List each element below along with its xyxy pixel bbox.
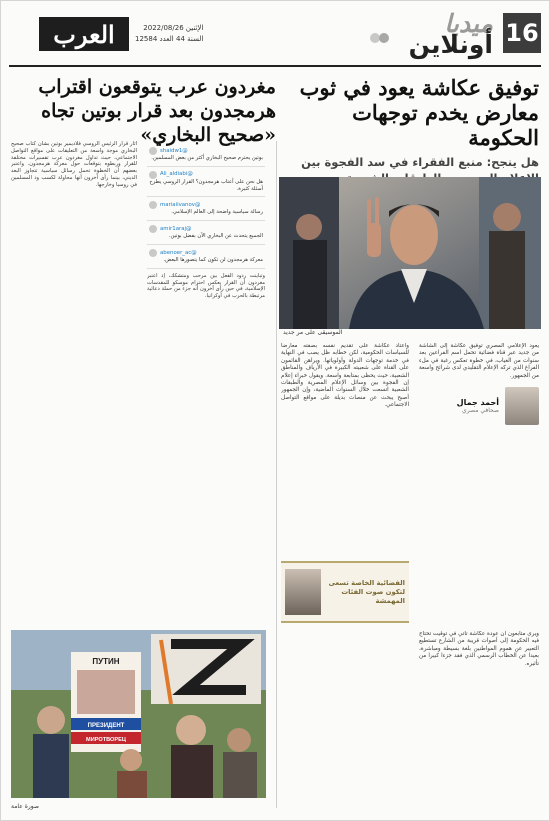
main-story-paragraph: واعتاد عكاشة على تقديم نفسه بصفته معارضا للسياسات الحكومية، لكن خطابه ظل يصب في النهاية في خدمة توجهات الدولة وأولوياتها. ويراهن القائمون على القناة على شعبيته الكبيرة في الأرياف والمناطق الشعبية، حيث يحظى بمتابعة واسعة. ويقول خبراء إعلام إن الفجوة بين وسائل الإعلام المصرية والطبقات الشعبية اتسعت خلال السنوات الماضية، وإن الجمهور أصبح يبحث عن منصات بديلة على مواقع التواصل الاجتماعي. — [281, 343, 409, 409]
issue-number: السنة 44 العدد 12584 — [135, 35, 204, 43]
side-story-column-1 — [11, 141, 137, 615]
tweet-handle[interactable]: @mariaiivanov — [160, 201, 201, 208]
main-headline: توفيق عكاشة يعود في ثوب معارض يخدم توجهات الحكومة — [299, 75, 539, 150]
column-divider — [276, 141, 277, 808]
side-story-header — [11, 75, 276, 147]
logo-text: العرب — [53, 19, 115, 49]
author-photo — [505, 387, 539, 425]
author-text — [457, 398, 499, 414]
side-photo-caption: صورة عامة — [11, 803, 39, 810]
avatar-icon — [149, 249, 157, 257]
sign-text-1: ПУТИН — [92, 657, 120, 666]
main-photo-caption: الموسيقى على مر جديد — [283, 329, 343, 336]
tweet-handle-row — [149, 201, 263, 209]
avatar-icon — [149, 171, 157, 179]
main-story-column-1b — [419, 631, 539, 813]
tweet — [147, 245, 265, 269]
main-story-paragraph: ويرى متابعون أن عودة عكاشة تأتي في توقيت تحتاج فيه الحكومة إلى أصوات قريبة من الشارع تستطيع التعبير عن هموم المواطنين بلغة بسيطة ومباشرة، بعيدا عن الخطاب الرسمي الذي فقد جزءا كبيرا من تأثيره. — [419, 631, 539, 667]
main-story-header — [289, 75, 539, 186]
author-role: صحافي مصري — [462, 407, 499, 414]
tweet — [147, 167, 265, 198]
tweet-text: رسالة سياسية واضحة إلى العالم الإسلامي. — [171, 209, 263, 216]
tweet — [147, 221, 265, 245]
tweet-handle-row — [149, 225, 263, 233]
side-story-paragraph: وتباينت ردود الفعل بين مرحب ومتشكك، إذ اعتبر مغردون أن القرار يعكس احترام موسكو للمقدسات الإسلامية، في حين رأى آخرون أنه جزء من حملة دعائية مرتبطة بالحرب في أوكرانيا. — [147, 272, 265, 300]
pull-quote-photo — [285, 569, 321, 615]
issue-date: الإثنين 2022/08/26 — [143, 24, 204, 32]
author-name: أحمد جمال — [456, 398, 499, 407]
side-story-column-2 — [147, 273, 265, 303]
tweet — [147, 143, 265, 167]
speech-bubble-icon — [369, 31, 391, 45]
tweet-handle-row — [149, 171, 263, 179]
tweet-text: هل نحن على أعتاب هرمجدون؟ القرار الروسي يطرح أسئلة كثيرة. — [149, 178, 263, 192]
tweet-handle[interactable]: @abenoer_ac — [160, 249, 197, 256]
masthead — [9, 9, 541, 67]
main-story-paragraph: يعود الإعلامي المصري توفيق عكاشة إلى الشاشة من جديد عبر قناة فضائية تحمل اسم الفراعين بعد سنوات من الغياب، في خطوة تعكس رغبة في ملء الفراغ الذي تركه الإعلام التقليدي لدى شرائح واسعة من الجمهور. — [419, 343, 539, 379]
sign-text-3: МИРОТВОРЕЦ — [86, 737, 126, 743]
side-headline: مغردون عرب يتوقعون اقتراب هرمجدون بعد قرار بوتين تجاه «صحيح البخاري» — [38, 76, 276, 146]
section-title — [409, 11, 493, 57]
avatar-icon — [149, 147, 157, 155]
issue-info — [135, 23, 203, 45]
author-box — [419, 386, 539, 426]
tweet-handle[interactable]: @shaidw1 — [160, 147, 188, 154]
tweet-handle-row — [149, 249, 263, 257]
sign-text-2: ПРЕЗИДЕНТ — [87, 723, 125, 729]
tweet-handle-row — [149, 147, 263, 155]
tweet-text: الجميع يتحدث عن البخاري الآن بفضل بوتين. — [168, 233, 263, 240]
pull-quote — [281, 561, 409, 623]
page-number: 16 — [503, 13, 541, 53]
tweet — [147, 197, 265, 221]
avatar-icon — [149, 225, 157, 233]
tweet-text: معركة هرمجدون لن تكون كما يتصورها البعض. — [163, 256, 263, 263]
tweets-column — [147, 143, 265, 613]
avatar-icon — [149, 201, 157, 209]
main-photo-image — [279, 177, 541, 329]
main-subheadline: هل ينجح: منبع الفقراء في سد الفجوة بين — [301, 155, 539, 169]
main-story-column-1 — [419, 343, 539, 573]
newspaper-logo — [39, 17, 129, 51]
section-title-line1: ميديا — [444, 9, 493, 38]
tweet-text: بوتين يحترم صحيح البخاري أكثر من بعض المسلمين. — [151, 155, 263, 161]
main-story-photo — [279, 177, 541, 329]
pull-quote-text: الفضائية الخاصة تسعى لتكون صوت الفئات المهمشة — [328, 578, 405, 605]
tweet-handle[interactable]: @amir1araj — [160, 225, 192, 232]
side-story-paragraph: أثار قرار الرئيس الروسي فلاديمير بوتين بشأن كتاب صحيح البخاري موجة واسعة من التعليقات على مواقع التواصل الاجتماعي، حيث تداول مغردون عرب تفسيرات مختلفة للقرار وربطوه بتوقعات حول معركة هرمجدون. واعتبر بعضهم أن الخطوة تحمل رسائل سياسية تتجاوز البعد الديني، بينما رأى آخرون أنها محاولة لكسب ود المسلمين في روسيا وخارجها. — [11, 141, 137, 188]
tweet-handle[interactable]: @Ali_aldiabi — [160, 171, 193, 178]
rally-photo-image — [11, 630, 266, 798]
section-title-line2: أونلاين — [408, 30, 493, 59]
side-story-photo — [11, 630, 266, 798]
